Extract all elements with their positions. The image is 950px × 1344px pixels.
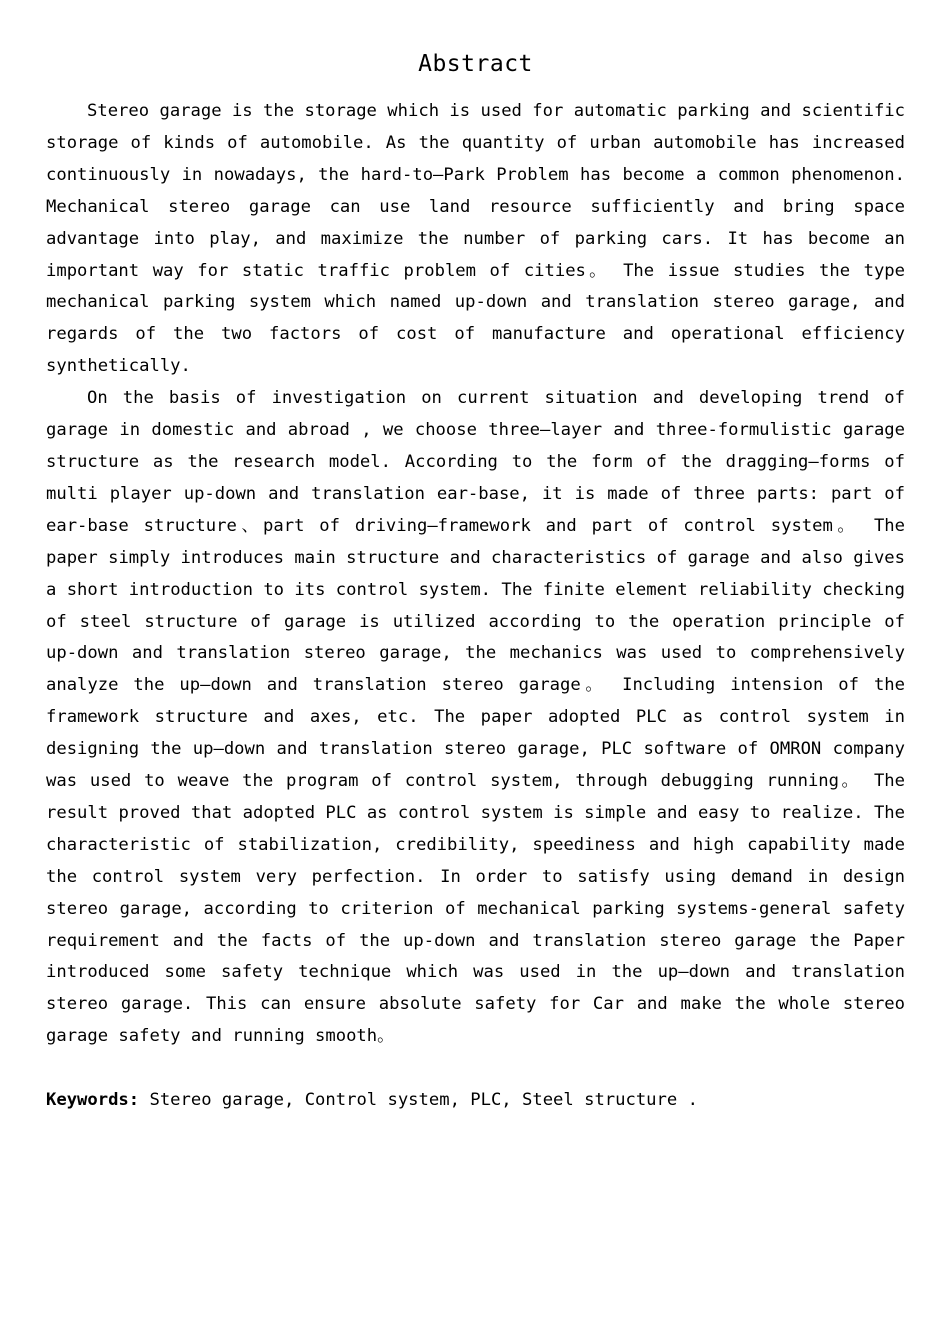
abstract-title: Abstract bbox=[418, 51, 533, 77]
keywords-text: Stereo garage, Control system, PLC, Steel structure . bbox=[139, 1090, 698, 1111]
abstract-page bbox=[46, 0, 905, 1117]
keywords-line bbox=[46, 1085, 905, 1117]
abstract-paragraph-2: On the basis of investigation on current situation and developing trend of garage in domestic and abroad , we choose three—layer and three-formulistic garage structure as the research model. According to the form of the dragging—forms of multi player up-down and translation ear-base, it is made of three parts: part of ear-base structure、part of driving—framework and part of control system。 The paper simply introduces main structure and characteristics of garage and also gives a short introduction to its control system. The finite element reliability checking of steel structure of garage is utilized according to the operation principle of up-down and translation stereo garage, the mechanics was used to comprehensively analyze the up—down and translation stereo garage。 Including intension of the framework structure and axes, etc. The paper adopted PLC as control system in designing the up—down and translation stereo garage, PLC software of OMRON company was used to weave the program of control system, through debugging running。 The result proved that adopted PLC as control system is simple and easy to realize. The characteristic of stabilization, credibility, speediness and high capability made the control system very perfection. In order to satisfy using demand in design stereo garage, according to criterion of mechanical parking systems-general safety requirement and the facts of the up-down and translation stereo garage the Paper introduced some safety technique which was used in the up—down and translation stereo garage. This can ensure absolute safety for Car and make the whole stereo garage safety and running smooth。 bbox=[46, 388, 905, 1047]
abstract-paragraph-1: Stereo garage is the storage which is used for automatic parking and scientific storage of kinds of automobile. As the quantity of urban automobile has increased continuously in nowadays, the hard-to—Park Problem has become a common phenomenon. Mechanical stereo garage can use land resource sufficiently and bring space advantage into play, and maximize the number of parking cars. It has become an important way for static traffic problem of cities。 The issue studies the type mechanical parking system which named up-down and translation stereo garage, and regards of the two factors of cost of manufacture and operational efficiency synthetically. bbox=[46, 101, 905, 377]
keywords-label: Keywords: bbox=[46, 1090, 140, 1111]
